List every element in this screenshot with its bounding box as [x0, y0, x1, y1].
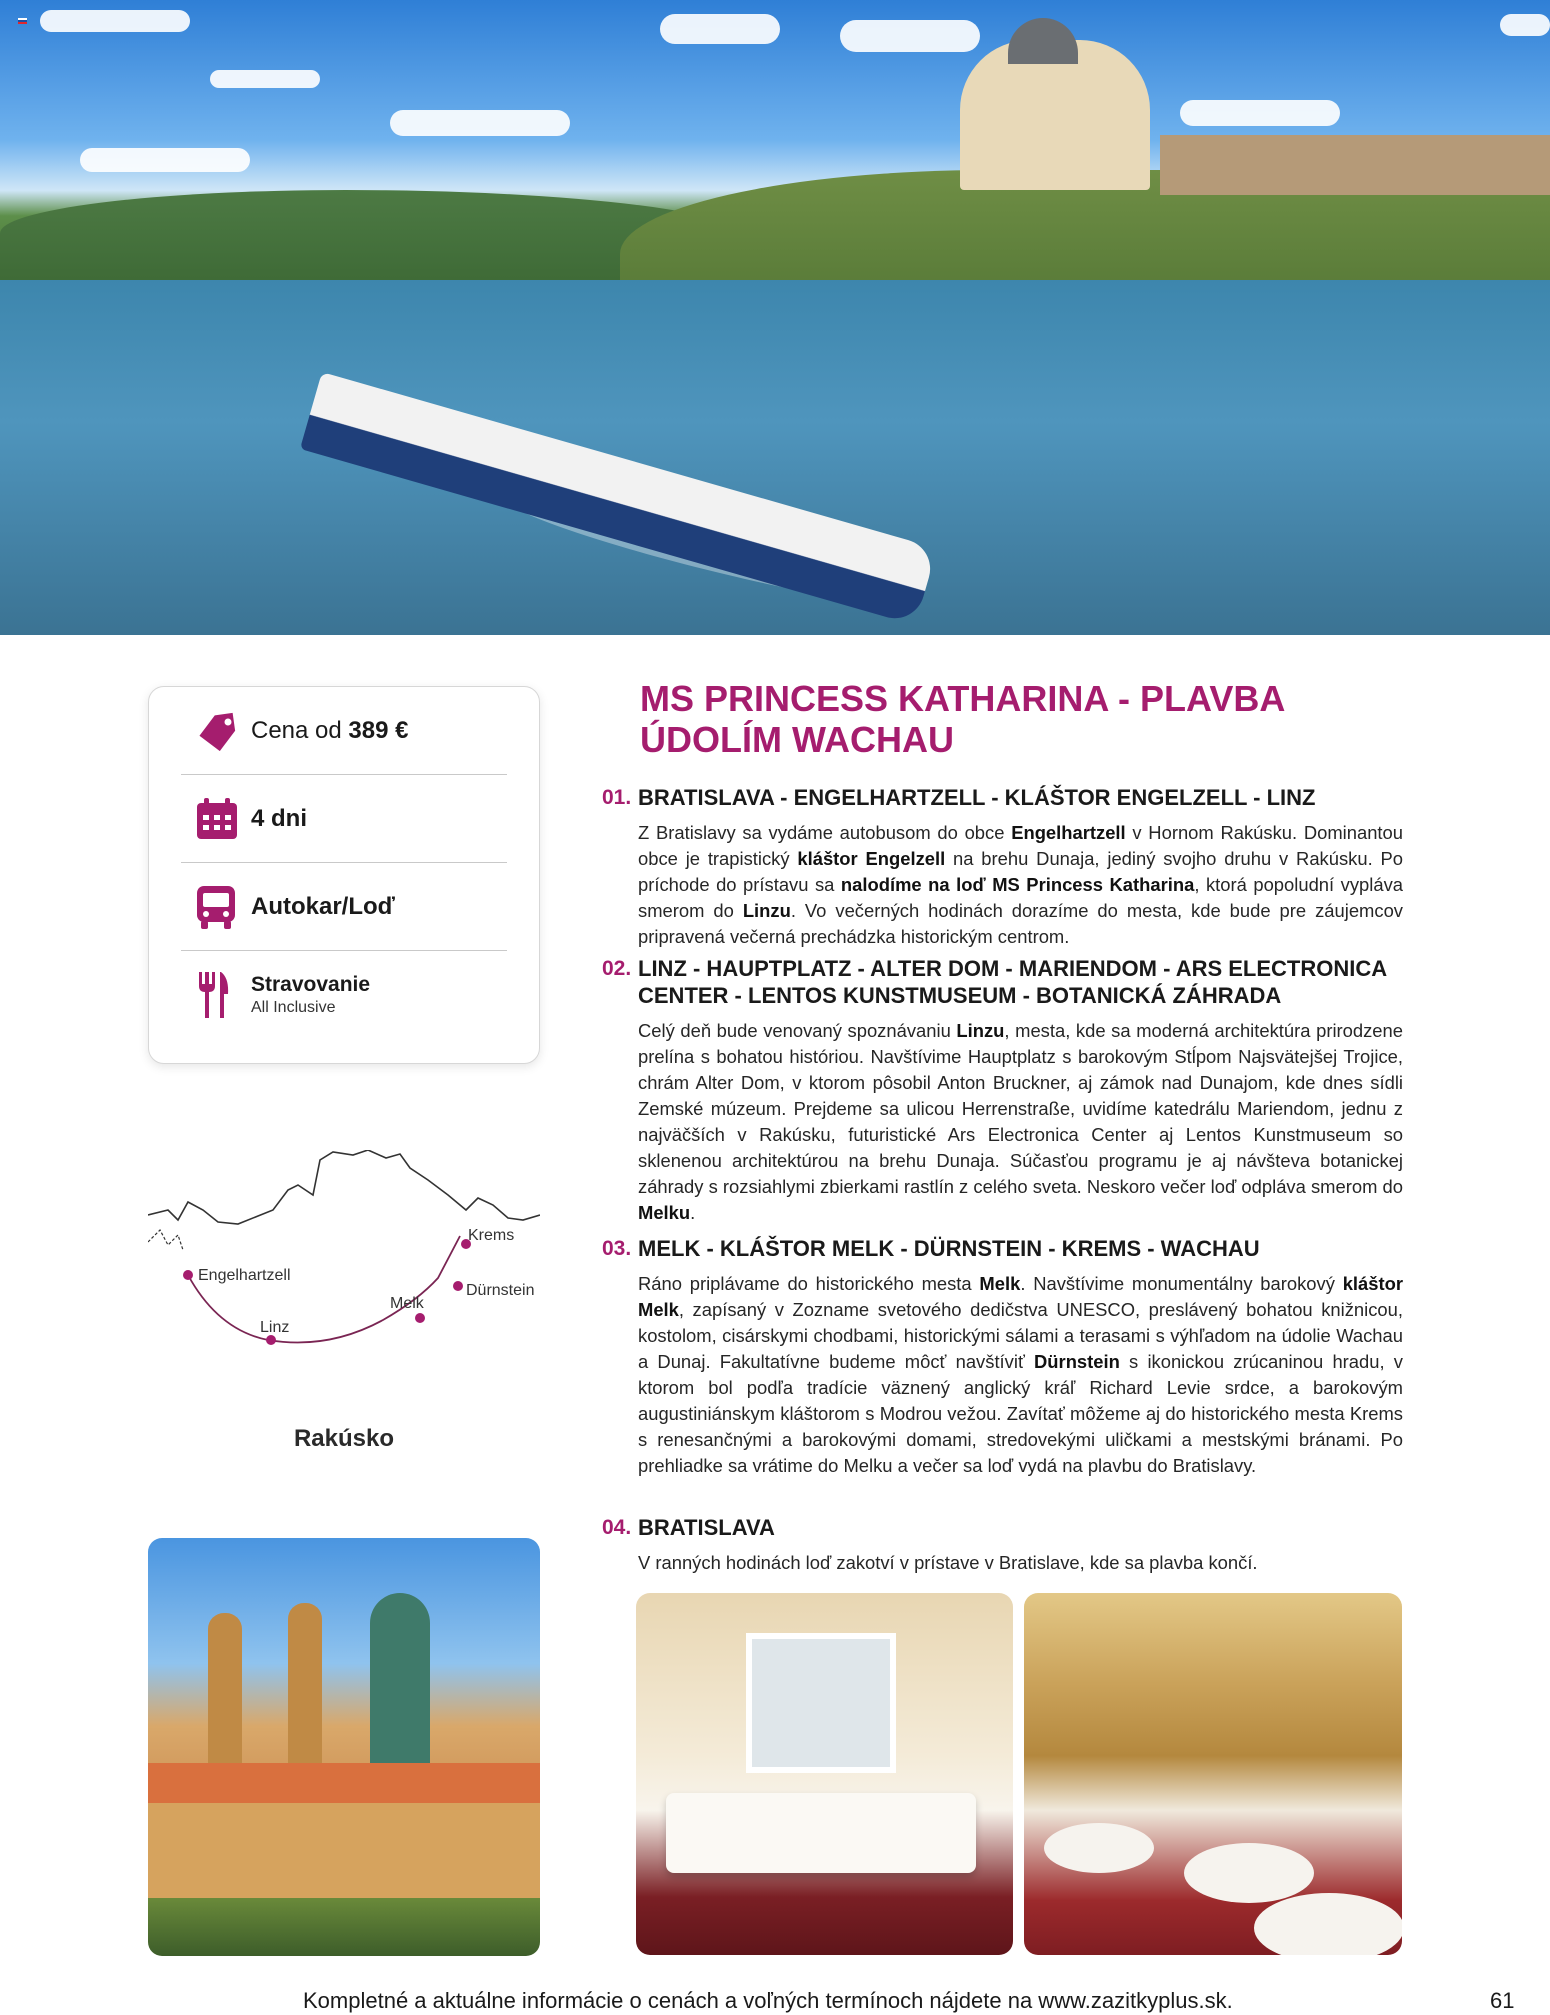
body-text: Celý deň bude venovaný spoznávaniu	[638, 1020, 957, 1041]
day-heading: MELK - KLÁŠTOR MELK - DÜRNSTEIN - KREMS - WACHAU	[638, 1236, 1260, 1261]
title-line-2: ÚDOLÍM WACHAU	[640, 719, 954, 760]
cutlery-icon	[181, 970, 251, 1020]
highlight-text: Linzu	[956, 1020, 1005, 1041]
ship-dining-room-photo	[1024, 1593, 1402, 1955]
body-text: na brehu Dunaja, jediný svojho druhu v Rakúsku. Po príchode do prístavu sa	[638, 848, 1404, 895]
day-number: 04.	[602, 1516, 632, 1539]
highlight-text: kláštor Melk	[638, 1273, 1403, 1320]
body-text: Z Bratislavy sa vydáme autobusom do obce	[638, 822, 1012, 843]
day-number: 02.	[602, 957, 632, 980]
price-row	[181, 687, 507, 775]
map-label-krems: Krems	[468, 1227, 515, 1244]
page-title	[640, 678, 1400, 760]
durnstein-marker	[453, 1281, 463, 1291]
map-label-melk: Melk	[390, 1295, 424, 1312]
day-heading: BRATISLAVA	[638, 1515, 775, 1540]
highlight-text: Melk	[979, 1273, 1021, 1294]
body-text: V ranných hodinách loď zakotví v prístave v Bratislave, kde sa plavba končí.	[638, 1552, 1258, 1573]
calendar-icon	[181, 797, 251, 841]
day-heading: BRATISLAVA - ENGELHARTZELL - KLÁŠTOR ENGELZELL - LINZ	[638, 785, 1316, 810]
bus-icon	[181, 884, 251, 930]
body-text: , mesta, kde sa moderná architektúra prirodzene prelína s bohatou históriou. Navštívime Hauptplatz s barokovým Stĺpom Najsvätejšej Trojice, chrám Alter Dom, v ktorom pôsobil Anton Bruckner, aj zámok nad Dunajom, kde dnes sídli Zemské múzeum. Prejdeme sa ulicou Herrenstraße, uvidíme katedrálu Mariendom, jednu z najväčších v Rakúsku, futuristické Ars Electronica Center aj Lentos Kunstmuseum so sklenenou architektúrou na brehu Dunaja. Súčasťou programu je aj návšteva botanickej záhrady s rozsiahlymi zbierkami rastlín z celého sveta. Neskoro večer loď odpláva smerom do	[638, 1020, 1403, 1197]
price-text: Cena od 389 €	[251, 716, 409, 744]
body-text: .	[690, 1202, 696, 1223]
body-text: . Navštívime monumentálny barokový	[1020, 1273, 1343, 1294]
day-heading: LINZ - HAUPTPLATZ - ALTER DOM - MARIENDOM - ARS ELECTRONICA CENTER - LENTOS KUNSTMUSEUM - BOTANICKÁ ZÁHRADA	[638, 956, 1387, 1008]
body-text: , zapísaný v Zozname svetového dedičstva UNESCO, preslávený bohatou knižnicou, kostolom, cisárskymi chodbami, historickými sálami a terasami s výhľadom na údolie Wachau a Dunaj. Fakultatívne budeme môcť navštíviť	[638, 1299, 1403, 1372]
transport-text: Autokar/Loď	[251, 892, 395, 920]
title-line-1: MS PRINCESS KATHARINA - PLAVBA	[640, 678, 1286, 719]
map-label-linz: Linz	[260, 1319, 290, 1336]
itinerary-day-3	[602, 1235, 1402, 1479]
melk-abbey-photo	[148, 1538, 540, 1956]
ship-cabin-photo	[636, 1593, 1013, 1955]
highlight-text: Linzu	[742, 900, 791, 921]
duration-text: 4 dni	[251, 804, 308, 832]
meals-subtitle: All Inclusive	[251, 999, 336, 1016]
day-description	[638, 1018, 1403, 1226]
day-description	[638, 1271, 1403, 1479]
itinerary-day-1	[602, 784, 1402, 950]
highlight-text: Engelhartzell	[1011, 822, 1126, 843]
melk-marker	[415, 1313, 425, 1323]
map-label-durnstein: Dürnstein	[466, 1282, 535, 1299]
itinerary-day-2	[602, 955, 1402, 1226]
meals-row	[181, 951, 507, 1039]
highlight-text: nalodíme na loď MS Princess Katharina	[840, 874, 1195, 895]
hero-photo	[0, 0, 1550, 635]
body-text: s ikonickou zrúcaninou hradu, v ktorom bol podľa tradície väznený anglický kráľ Richard Levie srdce, a barokovým augustiniánskym kláštorom s Modrou vežou. Zavítať môžeme aj do historického mesta Krems s renesančnými a barokovými domami, stredovekými uličkami a mestskými bránami. Po prehliadke sa vrátime do Melku a večer sa loď vydá na plavbu do Bratislavy.	[638, 1351, 1403, 1476]
body-text: v Hornom Rakúsku. Dominantou obce je trapistický	[638, 822, 1403, 869]
page-number: 61	[1490, 1988, 1515, 2013]
transport-row	[181, 863, 507, 951]
footer-note: Kompletné a aktuálne informácie o cenách a voľných termínoch nájdete na www.zazitkyplus.sk.	[303, 1988, 1233, 2013]
itinerary-day-4	[602, 1514, 1402, 1576]
trip-info-box	[148, 686, 540, 1064]
map-label-engelhartzell: Engelhartzell	[198, 1267, 291, 1284]
linz-marker	[266, 1335, 276, 1345]
duration-row	[181, 775, 507, 863]
highlight-text: Melku	[638, 1202, 691, 1223]
day-number: 03.	[602, 1237, 632, 1260]
day-description	[638, 820, 1403, 950]
country-label: Rakúsko	[293, 1425, 395, 1452]
body-text: , ktorá popoludní vypláva smerom do	[638, 874, 1404, 921]
highlight-text: kláštor Engelzell	[797, 848, 946, 869]
route-map	[148, 1150, 540, 1380]
highlight-text: Dürnstein	[1034, 1351, 1120, 1372]
body-text: Ráno priplávame do historického mesta	[638, 1273, 980, 1294]
flag-icon	[18, 18, 27, 24]
day-description	[638, 1550, 1403, 1576]
meals-title: Stravovanie	[251, 973, 371, 996]
price-tag-icon	[181, 711, 251, 751]
body-text: . Vo večerných hodinách dorazíme do mesta, kde bude pre záujemcov pripravená večerná prechádzka historickým centrom.	[638, 900, 1403, 947]
engelhartzell-marker	[183, 1270, 193, 1280]
day-number: 01.	[602, 786, 632, 809]
